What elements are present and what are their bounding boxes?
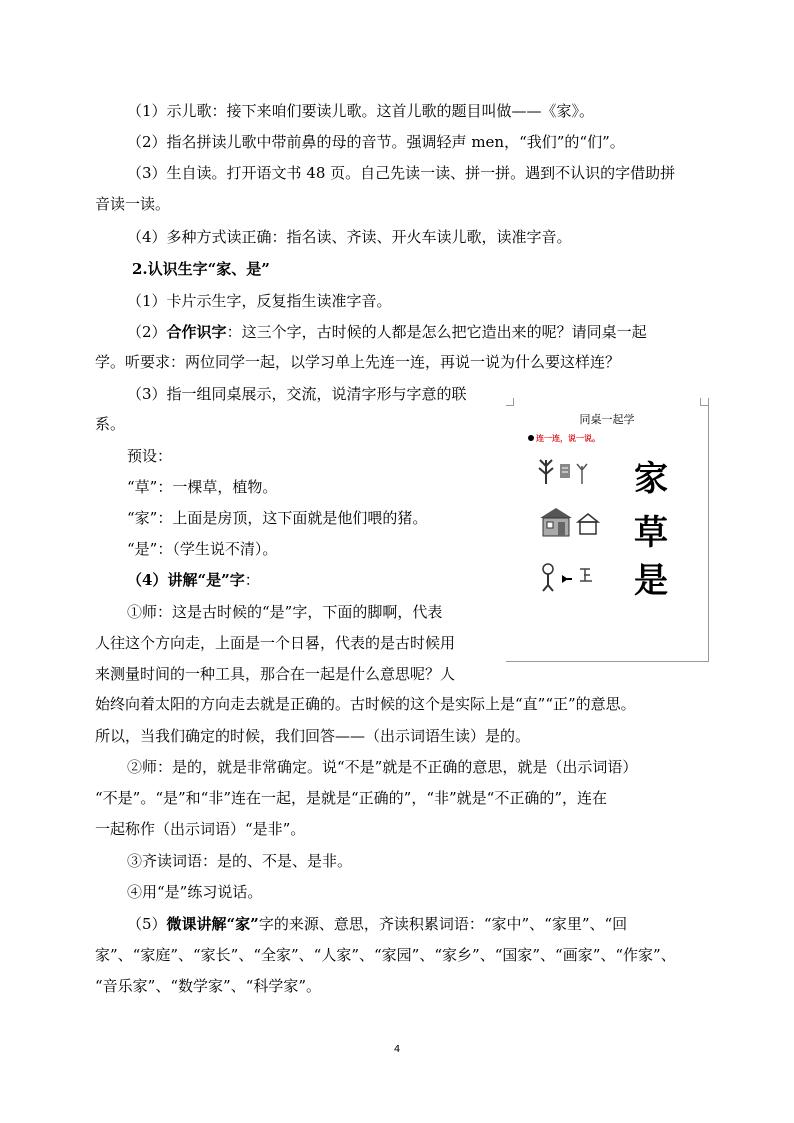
step-2-text: ：这三个字，古时候的人都是怎么把它造出来的呢？请同桌一起 [226,323,647,341]
step-2-keyword: 合作识字 [166,323,227,341]
house-pictograph-icon [538,506,600,538]
sub-1-line2: 人往这个方向走，上面是一个日晷，代表的是古时候用 [95,634,456,652]
step-5-keyword: 微课讲解“家” [166,915,259,933]
char-shi: 是 [634,561,668,601]
figure-title: 同桌一起学 [579,413,635,426]
sub-2-line2: “不是”。“是”和“非”连在一起，是就是“正确的”，“非”就是“不正确的”，连在 [95,789,608,807]
sub-2-line3: 一起称作（出示词语）“是非”。 [95,820,306,838]
step-3-line1: （3）指一组同桌展示，交流，说清字形与字意的联 [127,385,467,403]
preset-cao: “草”：一棵草，植物。 [127,478,278,496]
crop-mark-top-left [506,398,514,406]
page-number: 4 [393,1044,401,1055]
step-5-line3: “音乐家”、“数学家”、“科学家”。 [95,977,322,995]
step-4-number: （4） [127,571,168,589]
step-4-heading [127,570,260,590]
para-2: （2）指名拼读儿歌中带前鼻的母的音节。强调轻声 men，“我们”的“们”。 [127,133,625,151]
para-1: （1）示儿歌：接下来咱们要读儿歌。这首儿歌的题目叫做——《家》。 [127,102,595,120]
step-2-number: （2） [127,323,167,341]
sun-walk-pictograph-icon [540,561,600,593]
bullet-icon [528,435,534,441]
char-jia: 家 [634,459,668,499]
step-4-keyword: 讲解“是”字 [167,571,245,589]
figure-instruction: 连一连，说一说。 [536,434,600,443]
step-5-line2: 家”、“家庭”、“家长”、“全家”、“人家”、“家园”、“家乡”、“国家”、“画家”、“作家”、 [95,946,676,964]
sub-1-line1: ①师：这是古时候的“是”字，下面的脚啊，代表 [127,603,443,621]
para-3-line2: 音读一读。 [95,195,171,213]
para-4: （4）多种方式读正确：指名读、齐读、开火车读儿歌，读准字音。 [127,228,572,246]
step-2-line1 [127,322,647,342]
step-4-colon: ： [244,571,260,589]
preset-label: 预设： [127,447,173,465]
step-5-number: （5） [127,915,167,933]
crop-mark-top-right [700,398,708,406]
step-5-text: 字的来源、意思，齐读积累词语：“家中”、“家里”、“回 [258,915,628,933]
step-1: （1）卡片示生字，反复指生读准字音。 [127,292,392,310]
step-3-line2: 系。 [95,415,126,433]
preset-shi: “是”：（学生说不清）。 [127,540,278,558]
preset-jia: “家”：上面是房顶，这下面就是他们喂的猪。 [127,509,428,527]
sub-4: ④用“是”练习说话。 [127,883,263,901]
step-5-line1 [127,914,627,934]
sub-1-line4: 始终向着太阳的方向走去就是正确的。古时候的这个是实际上是“直”“正”的意思。 [95,695,636,713]
worksheet-figure [506,398,709,662]
grass-pictograph-icon [538,456,600,486]
char-cao: 草 [634,513,668,553]
sub-1-line3: 来测量时间的一种工具，那合在一起是什么意思呢？人 [95,665,456,683]
sub-3: ③齐读词语：是的、不是、是非。 [127,852,353,870]
section-heading-2: 2.认识生字“家、是” [132,260,270,278]
sub-2-line1: ②师：是的，就是非常确定。说“不是”就是不正确的意思，就是（出示词语） [127,758,638,776]
sub-1-line5: 所以，当我们确定的时候，我们回答——（出示词语生读）是的。 [95,727,531,745]
step-2-line2: 学。听要求：两位同学一起，以学习单上先连一连，再说一说为什么要这样连？ [95,353,621,371]
para-3-line1: （3）生自读。打开语文书 48 页。自己先读一读、拼一拼。遇到不认识的字借助拼 [127,164,676,182]
